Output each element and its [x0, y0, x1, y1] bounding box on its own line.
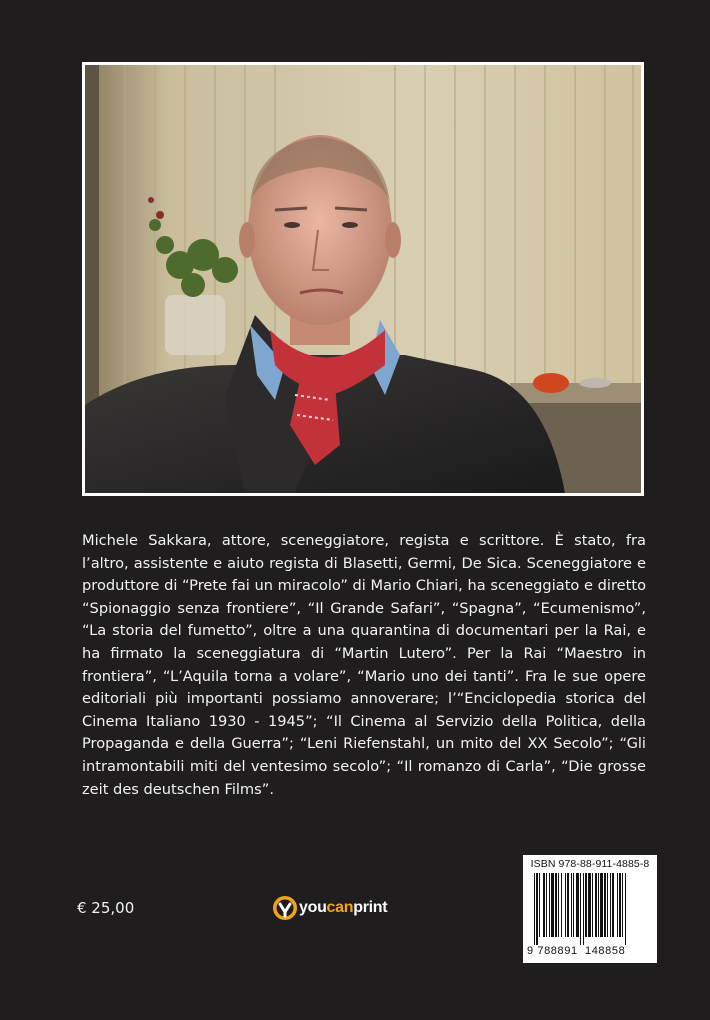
barcode-bar [565, 873, 566, 937]
barcode-bar [625, 873, 626, 945]
barcode-bar [558, 873, 559, 937]
barcode-bar [604, 873, 606, 937]
barcode-bar [536, 873, 538, 945]
barcode-bar [588, 873, 591, 937]
barcode-bar [622, 873, 623, 937]
author-portrait-image [85, 65, 641, 493]
barcode-bar [543, 873, 545, 937]
publisher-logo [272, 895, 387, 921]
isbn-barcode [523, 855, 657, 963]
barcode-bar [595, 873, 597, 937]
barcode-bar [567, 873, 569, 937]
barcode-bar [534, 873, 535, 945]
barcode-bars [530, 873, 650, 945]
barcode-bar [580, 873, 581, 945]
barcode-bar [598, 873, 599, 937]
barcode-bar [573, 873, 574, 937]
author-biography: Michele Sakkara, attore, sceneggiatore, regista e scrittore. È stato, fra l’altro, assistente e aiuto regista di Blasetti, Germi, De Sica. Sceneggiatore e produttore di “Prete fai un miracolo” di Mario Chiari, ha sceneggiato e diretto “Spionaggio senza frontiere”, “Il Grande Safari”, “Spagna”, “Ecumenismo”, “La storia del fumetto”, oltre a una quarantina di documentari per la Rai, e ha firmato la sceneggiatura di “Martin Lutero”. Per la Rai “Maestro in frontiera”, “L’Aquila torna a volare”, “Mario uno dei tanti”. Fra le sue opere editoriali più importanti possiamo annoverare; l’“Enciclopedia storica del Cinema Italiano 1930 - 1945”; “Il Cinema al Servizio della Politica, della Propaganda e della Guerra”; “Leni Riefenstahl, un mito del XX Secolo”; “Gli intramontabili miti del ventesimo secolo”; “Il romanzo di Carla”, “Die grosse zeit des deutschen Films”. [82, 532, 646, 798]
price-label: € 25,00 [77, 899, 135, 917]
isbn-text: ISBN 978-88-911-4885-8 [530, 858, 650, 870]
barcode-bar [612, 873, 614, 937]
barcode-bar [571, 873, 572, 937]
barcode-bar [555, 873, 557, 937]
barcode-bar [583, 873, 584, 945]
youcanprint-logo-icon [272, 895, 298, 921]
barcode-bar [617, 873, 618, 937]
barcode-bar [539, 873, 540, 937]
barcode-bar [546, 873, 547, 937]
barcode-digits: 9 788891 148858 [527, 945, 626, 957]
barcode-bar [610, 873, 611, 937]
barcode-bar [551, 873, 554, 937]
barcode-bar [600, 873, 603, 937]
barcode-bar [576, 873, 579, 937]
barcode-bar [592, 873, 593, 937]
publisher-name: youcanprint [299, 899, 388, 916]
barcode-bar [607, 873, 608, 937]
barcode-bar [585, 873, 587, 937]
barcode-bar [549, 873, 550, 937]
author-photo [82, 62, 644, 496]
barcode-bar [619, 873, 621, 937]
barcode-bar [561, 873, 562, 937]
